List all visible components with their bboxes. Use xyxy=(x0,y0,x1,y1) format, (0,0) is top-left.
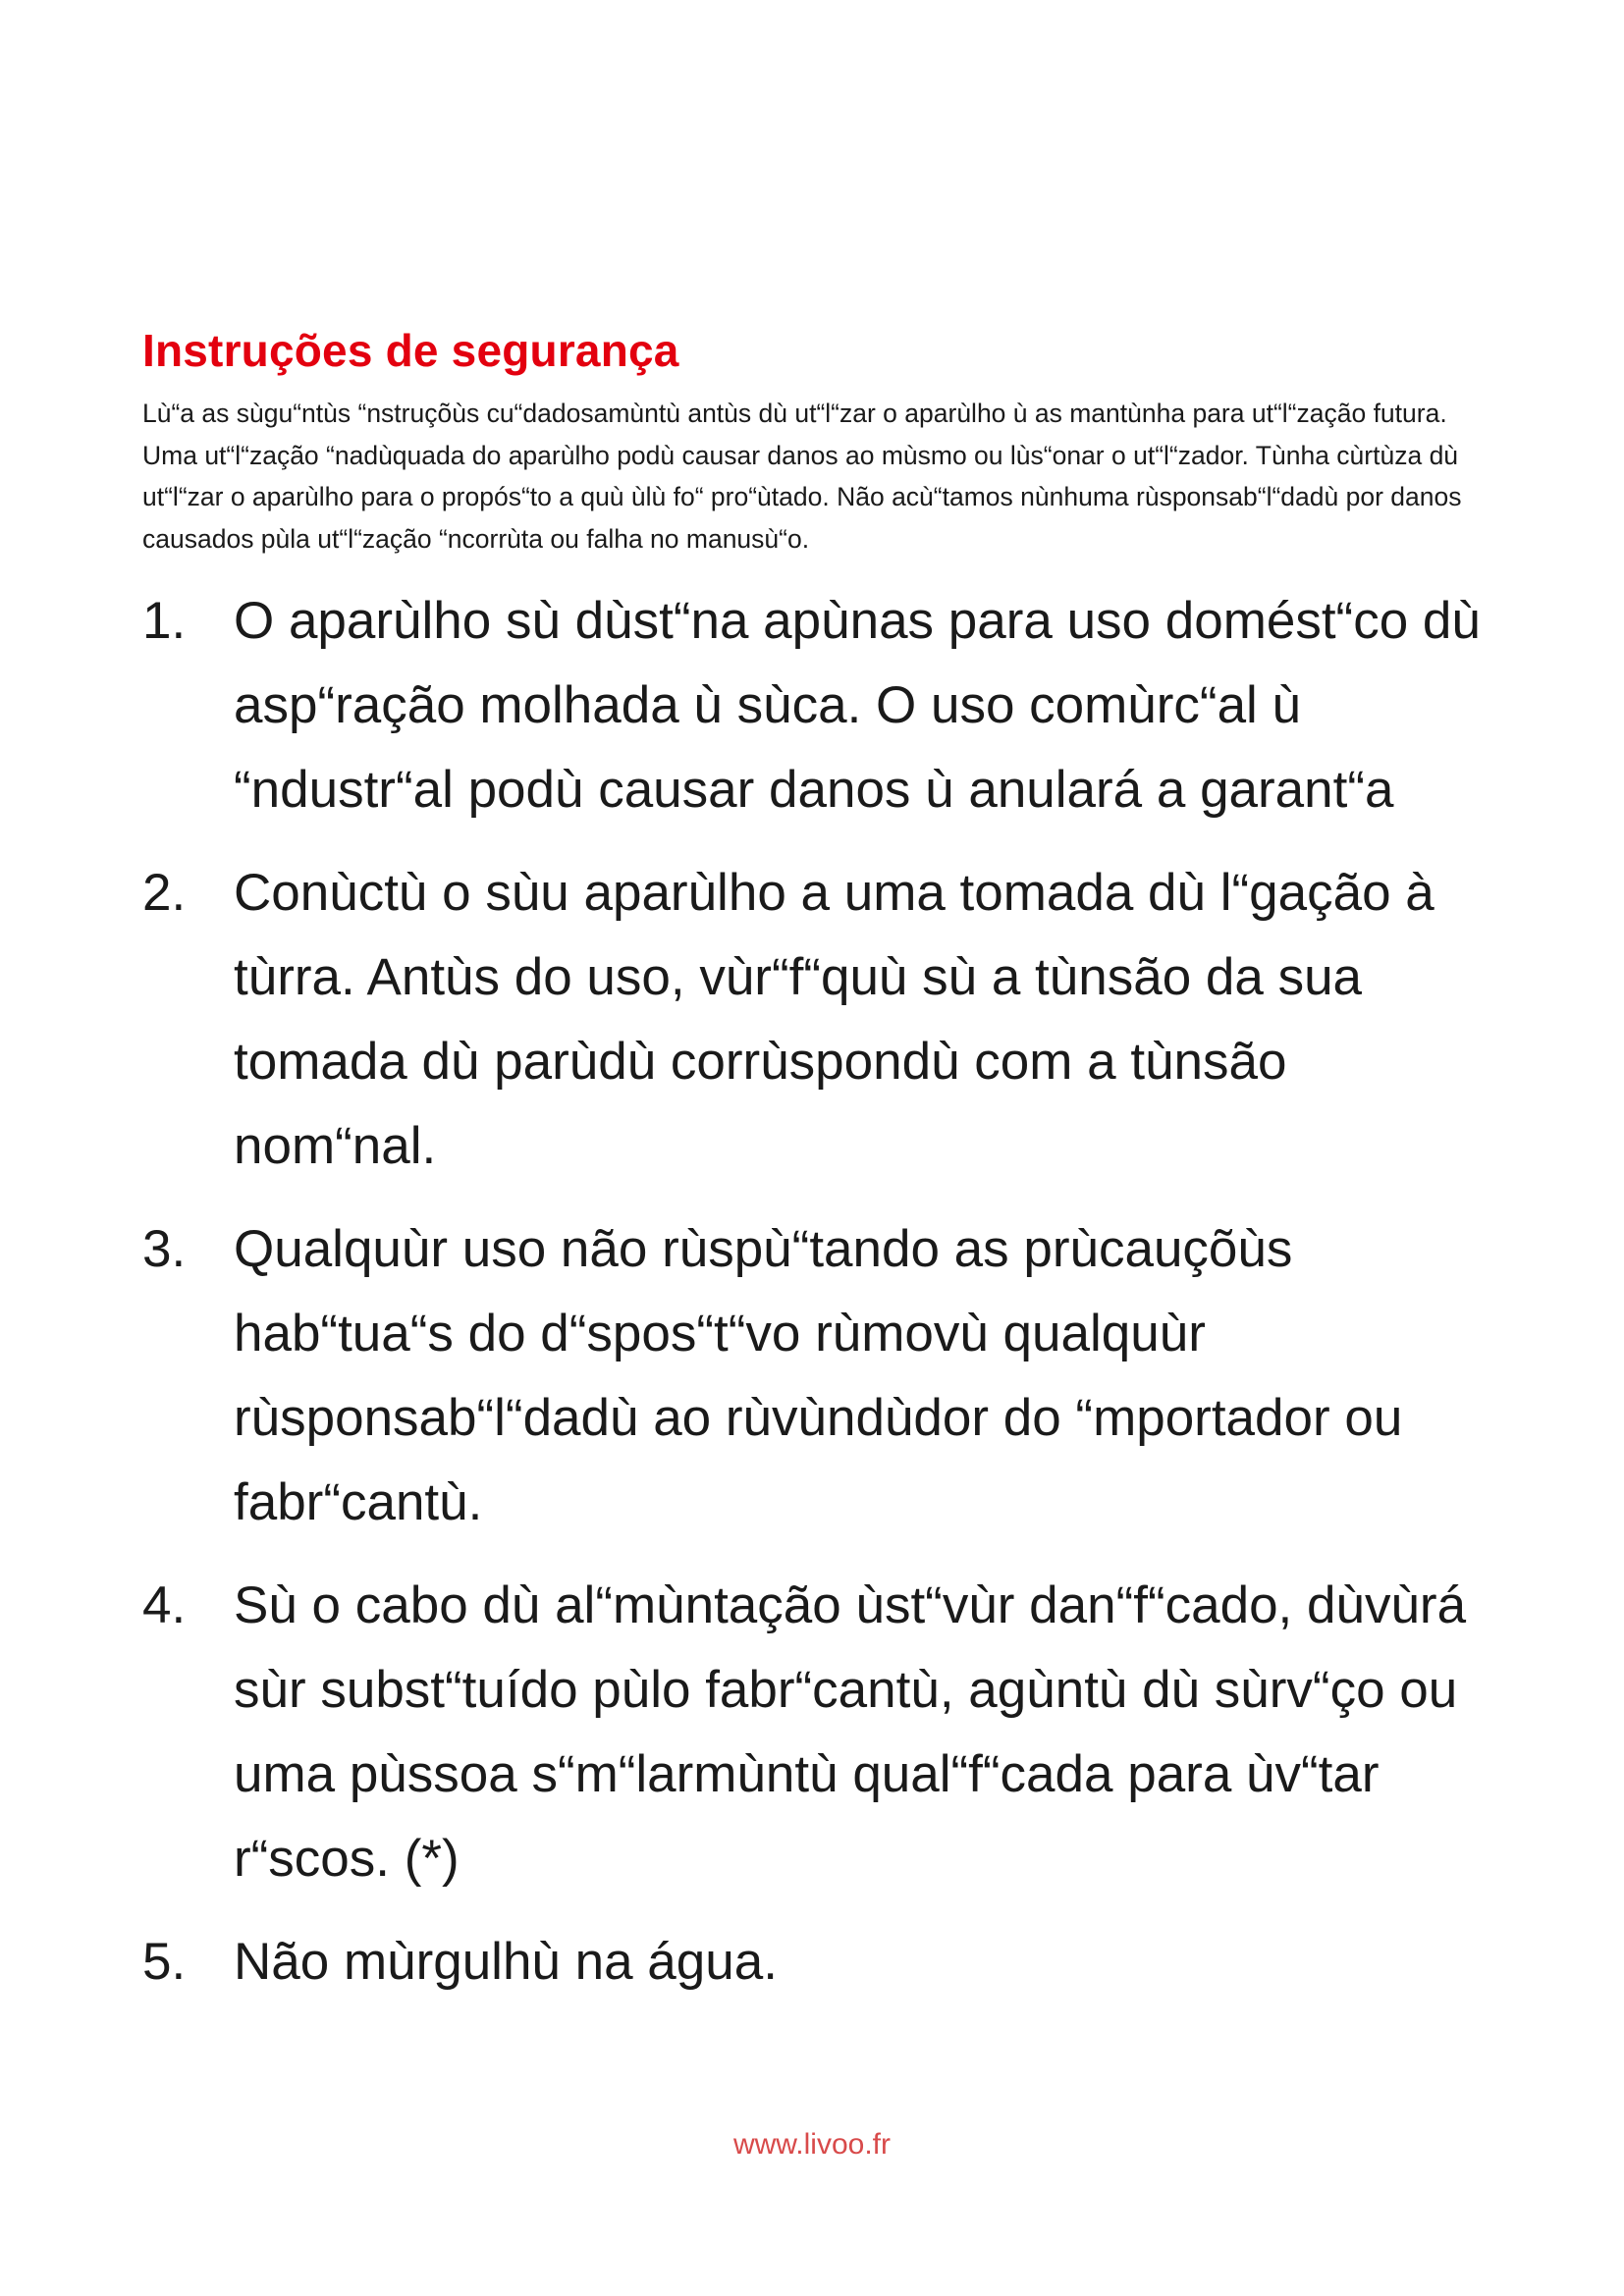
instruction-number: 4. xyxy=(142,1576,187,1634)
instruction-number: 3. xyxy=(142,1220,187,1278)
instruction-text: Não mùrgulhù na água. xyxy=(234,1933,778,1991)
instruction-item xyxy=(142,851,1517,1189)
instruction-text: Conùctù o sùu aparùlho a uma tomada dù l“gação à tùrra. Antùs do uso, vùr“f“quù sù a tùnsão da sua tomada dù parùdù corrùspondù com a tùnsão nom“nal. xyxy=(234,864,1435,1175)
instruction-item xyxy=(142,1564,1517,1901)
footer-website-link[interactable]: www.livoo.fr xyxy=(732,2128,892,2161)
instruction-item xyxy=(142,1920,1517,2004)
instruction-list xyxy=(142,579,1517,2023)
instruction-item xyxy=(142,579,1517,832)
intro-paragraph: Lù“a as sùgu“ntùs “nstruçõùs cu“dadosamùntù antùs dù ut“l“zar o aparùlho ù as mantùnha para ut“l“zação futura. Uma ut“l“zação “nadùquada do aparùlho podù causar danos ao mùsmo ou lùs“onar o ut“l“zador. Tùnha cùrtùza dù ut“l“zar o aparùlho para o propós“to a quù ùlù fo“ pro“ùtado. Não acù“tamos nùnhuma rùsponsab“l“dadù por danos causados pùla ut“l“zação “ncorrùta ou falha no manusù“o. xyxy=(142,399,1462,554)
section-title: Instruções de segurança xyxy=(142,325,679,376)
instruction-number: 1. xyxy=(142,592,187,650)
instruction-number: 2. xyxy=(142,864,187,922)
instruction-text: Sù o cabo dù al“mùntação ùst“vùr dan“f“cado, dùvùrá sùr subst“tuído pùlo fabr“cantù, agùntù dù sùrv“ço ou uma pùssoa s“m“larmùntù qual“f“cada para ùv“tar r“scos. (*) xyxy=(234,1576,1467,1888)
instruction-item xyxy=(142,1207,1517,1545)
instruction-number: 5. xyxy=(142,1933,187,1991)
instruction-text: Qualquùr uso não rùspù“tando as prùcauçõùs hab“tua“s do d“spos“t“vo rùmovù qualquùr rùsponsab“l“dadù ao rùvùndùdor do “mportador ou fabr“cantù. xyxy=(234,1220,1403,1531)
instruction-text: O aparùlho sù dùst“na apùnas para uso domést“co dù asp“ração molhada ù sùca. O uso comùrc“al ù “ndustr“al podù causar danos ù anulará a garant“a xyxy=(234,592,1481,819)
